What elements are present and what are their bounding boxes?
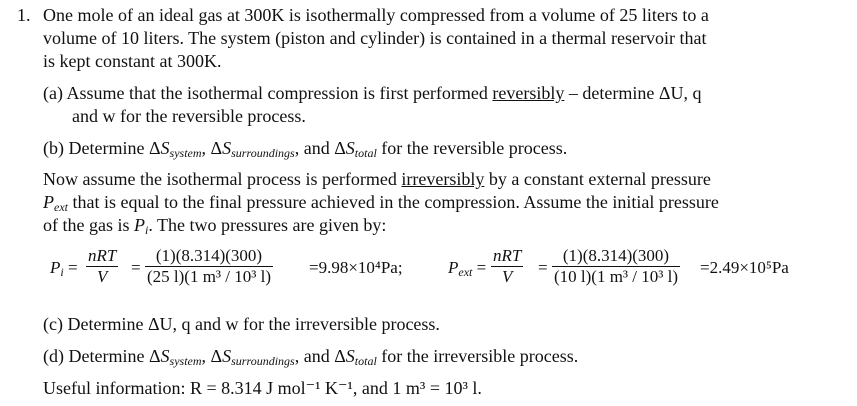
- useful-information: Useful information: R = 8.314 J mol⁻¹ K⁻¹, and 1 m³ = 10³ l.: [43, 378, 482, 398]
- irreversible-line-3-pre: of the gas is: [43, 215, 134, 235]
- eq-result-pi: =9.98×10⁴Pa;: [309, 258, 403, 277]
- part-c-label: (c): [43, 314, 63, 334]
- irreversible-line-3-post: . The two pressures are given by:: [148, 215, 387, 235]
- irreversible-line-3: [43, 214, 386, 236]
- part-b: (b) Determine $\Delta S_{system}$, $\Delta S_{surroundings}$, and $\Delta S_{total}$ for the reversible process.: [43, 138, 568, 160]
- irreversible-line-2: [43, 191, 719, 213]
- intro-line-2: volume of 10 liters. The system (piston and cylinder) is contained in a thermal reservoir that: [43, 28, 707, 48]
- eq-frac-nrt-v-1: nRT V: [88, 246, 117, 286]
- eq-pext: $P_{ext}$ =: [448, 258, 487, 279]
- part-a-reversibly: reversibly: [492, 83, 565, 103]
- eq-equals: =: [131, 258, 141, 277]
- sub-surroundings: surroundings: [231, 146, 295, 160]
- part-b-text-post: for the reversible process.: [376, 138, 568, 158]
- part-c: [43, 313, 440, 335]
- irreversible-line-2-text: that is equal to the final pressure achieved in the compression. Assume the initial pressure: [68, 192, 719, 212]
- p-i-sub: i: [144, 223, 149, 237]
- eq-frac-nrt-v-2: nRT V: [493, 246, 522, 286]
- part-a: [43, 82, 701, 104]
- part-c-text: Determine ΔU, q and w for the irreversible process.: [67, 314, 440, 334]
- irreversibly-word: irreversibly: [401, 169, 485, 189]
- s-symbol: S: [222, 138, 232, 158]
- intro-line-1: One mole of an ideal gas at 300K is isothermally compressed from a volume of 25 liters to a: [43, 5, 709, 25]
- part-d-text-post: for the irreversible process.: [376, 346, 579, 366]
- problem-number: 1.: [17, 5, 31, 25]
- eq-equals-2: =: [538, 258, 548, 277]
- part-a-text-post: – determine ΔU, q: [564, 83, 702, 103]
- part-d: (d) Determine $\Delta S_{system}$, $\Delta S_{surroundings}$, and $\Delta S_{total}$ for the irreversible process.: [43, 346, 579, 368]
- eq-frac-numeric-2: $\frac{(1)(8.314)(300)}{\text{(10 l)(1 m³ / 10³ l)}}$: [554, 246, 678, 286]
- part-b-label: (b): [43, 138, 64, 158]
- p-ext-symbol: P: [43, 192, 54, 212]
- part-a-label: (a): [43, 83, 63, 103]
- irreversible-text-post: by a constant external pressure: [484, 169, 711, 189]
- intro-line-3: is kept constant at 300K.: [43, 51, 222, 71]
- irreversible-line-1: [43, 168, 711, 190]
- p-i-symbol: P: [133, 215, 145, 235]
- part-b-text-pre: Determine Δ: [68, 138, 161, 158]
- s-symbol: S: [160, 138, 170, 158]
- p-ext-sub: ext: [54, 200, 68, 214]
- s-symbol: S: [345, 138, 355, 158]
- part-d-label: (d): [43, 346, 64, 366]
- eq-frac-numeric-1: $\frac{(1)(8.314)(300)}{\text{(25 l)(1 m³ / 10³ l)}}$: [147, 246, 271, 286]
- eq-pi: $P_i$ =: [50, 258, 78, 279]
- sub-system: system: [169, 146, 202, 160]
- part-a-text-pre: Assume that the isothermal compression is first performed: [66, 83, 493, 103]
- part-a-line-2: and w for the reversible process.: [72, 106, 306, 126]
- eq-result-pext: =2.49×10⁵Pa: [700, 258, 789, 277]
- irreversible-text-pre: Now assume the isothermal process is performed: [43, 169, 402, 189]
- sub-total: total: [354, 146, 377, 160]
